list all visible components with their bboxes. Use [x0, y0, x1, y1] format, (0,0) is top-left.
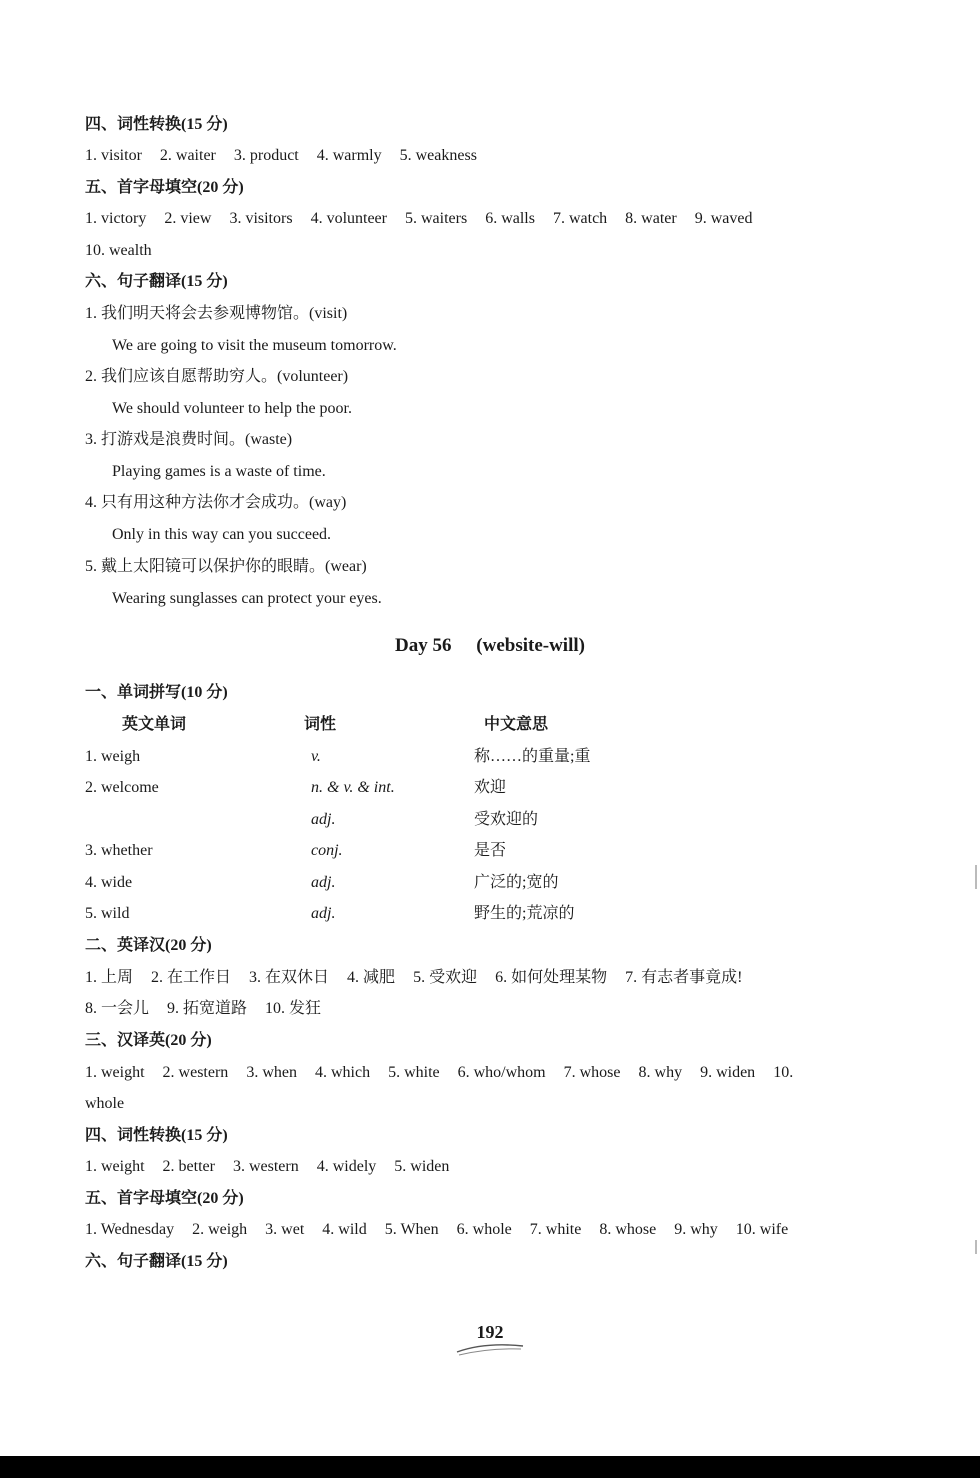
- table-header-chinese-meaning: 中文意思: [484, 716, 549, 733]
- table-cell-meaning: 称……的重量;重: [474, 748, 591, 765]
- answer-item: 9. 拓宽道路: [167, 1000, 248, 1017]
- table-cell-pos: n. & v. & int.: [311, 779, 395, 796]
- table-cell-word: 5. wild: [85, 905, 130, 922]
- translation-answer: Wearing sunglasses can protect your eyes.: [112, 590, 382, 607]
- answer-item: 1. weight: [85, 1064, 145, 1081]
- table-cell-meaning: 是否: [474, 842, 507, 859]
- answer-item: 7. white: [529, 1221, 582, 1238]
- translation-prompt: 3. 打游戏是浪费时间。(waste): [85, 431, 293, 448]
- answer-line: [85, 209, 766, 229]
- answer-line: [85, 968, 756, 988]
- answer-item: 1. victory: [85, 210, 147, 227]
- answer-line-continued: 10. wealth: [85, 242, 152, 259]
- section-heading-sentence-translation: 六、句子翻译(15 分): [85, 1253, 228, 1270]
- answer-item: 9. widen: [700, 1064, 756, 1081]
- answer-item: 6. whole: [456, 1221, 512, 1238]
- answer-item: 5. When: [384, 1221, 439, 1238]
- answer-item: 8. 一会儿: [85, 1000, 150, 1017]
- day-label: Day 56: [395, 635, 452, 656]
- table-cell-word: 3. whether: [85, 842, 153, 859]
- section-heading-en-to-zh: 二、英译汉(20 分): [85, 937, 212, 954]
- answer-item: 5. white: [388, 1064, 440, 1081]
- answer-item: 6. who/whom: [457, 1064, 546, 1081]
- answer-item: 5. waiters: [404, 210, 468, 227]
- answer-item: 7. 有志者事竟成!: [625, 969, 743, 986]
- answer-item: 1. Wednesday: [85, 1221, 175, 1238]
- answer-item: 4. 减肥: [347, 969, 396, 986]
- section-heading-word-conversion: 四、词性转换(15 分): [85, 1127, 228, 1144]
- translation-answer: We should volunteer to help the poor.: [112, 400, 352, 417]
- page-number-swoosh-icon: [455, 1340, 525, 1358]
- section-heading-sentence-translation: 六、句子翻译(15 分): [85, 273, 228, 290]
- answer-item: 2. waiter: [159, 147, 216, 164]
- answer-item: 4. which: [314, 1064, 371, 1081]
- scan-edge-mark: [975, 865, 977, 889]
- table-cell-word: 1. weigh: [85, 748, 141, 765]
- answer-item: 3. wet: [265, 1221, 305, 1238]
- answer-line-continued: whole: [85, 1095, 125, 1112]
- table-cell-pos: conj.: [311, 842, 343, 859]
- translation-prompt: 2. 我们应该自愿帮助穷人。(volunteer): [85, 368, 349, 385]
- table-cell-pos: adj.: [311, 874, 336, 891]
- answer-item: 10. wife: [735, 1221, 789, 1238]
- answer-line: [85, 1157, 463, 1177]
- answer-item: 8. why: [638, 1064, 683, 1081]
- answer-item: 2. weigh: [192, 1221, 248, 1238]
- translation-prompt: 4. 只有用这种方法你才会成功。(way): [85, 494, 347, 511]
- table-cell-meaning: 广泛的;宽的: [474, 874, 559, 891]
- answer-line: [85, 1063, 807, 1083]
- answer-item: 3. visitors: [229, 210, 293, 227]
- answer-item: 5. weakness: [399, 147, 477, 164]
- table-cell-word: 2. welcome: [85, 779, 159, 796]
- answer-item: 2. view: [164, 210, 212, 227]
- table-cell-word: 4. wide: [85, 874, 133, 891]
- table-header-english-word: 英文单词: [122, 716, 187, 733]
- answer-item: 1. weight: [85, 1158, 145, 1175]
- section-heading-initial-fill: 五、首字母填空(20 分): [85, 1190, 244, 1207]
- translation-prompt: 5. 戴上太阳镜可以保护你的眼睛。(wear): [85, 558, 367, 575]
- table-cell-meaning: 欢迎: [474, 779, 507, 796]
- answer-item: 3. product: [233, 147, 299, 164]
- answer-item: 2. 在工作日: [151, 969, 232, 986]
- answer-item: 5. widen: [394, 1158, 450, 1175]
- table-cell-pos: adj.: [311, 811, 336, 828]
- answer-line: [85, 1220, 802, 1240]
- answer-item: 3. 在双休日: [249, 969, 330, 986]
- answer-item: 4. volunteer: [310, 210, 387, 227]
- answer-item: 4. wild: [322, 1221, 367, 1238]
- section-heading-zh-to-en: 三、汉译英(20 分): [85, 1032, 212, 1049]
- day-title: [0, 634, 980, 658]
- translation-answer: We are going to visit the museum tomorrow.: [112, 337, 397, 354]
- answer-item: 10. 发狂: [265, 1000, 322, 1017]
- translation-answer: Only in this way can you succeed.: [112, 526, 332, 543]
- answer-item: 3. when: [246, 1064, 297, 1081]
- answer-item: 2. western: [162, 1064, 229, 1081]
- answer-line: [85, 146, 491, 166]
- answer-item: 8. water: [625, 210, 677, 227]
- answer-item: 2. better: [162, 1158, 215, 1175]
- answer-item: 6. walls: [485, 210, 535, 227]
- answer-item: 4. warmly: [316, 147, 382, 164]
- translation-answer: Playing games is a waste of time.: [112, 463, 326, 480]
- table-cell-pos: adj.: [311, 905, 336, 922]
- answer-item: 1. visitor: [85, 147, 142, 164]
- section-heading-initial-fill: 五、首字母填空(20 分): [85, 179, 244, 196]
- answer-item: 4. widely: [316, 1158, 377, 1175]
- table-header-part-of-speech: 词性: [304, 716, 337, 733]
- answer-item: 9. why: [674, 1221, 718, 1238]
- answer-item: 1. 上周: [85, 969, 134, 986]
- table-cell-meaning: 野生的;荒凉的: [474, 905, 575, 922]
- scan-bottom-border: [0, 1456, 980, 1478]
- answer-line: [85, 999, 335, 1019]
- translation-prompt: 1. 我们明天将会去参观博物馆。(visit): [85, 305, 348, 322]
- answer-item: 6. 如何处理某物: [495, 969, 608, 986]
- answer-item: 5. 受欢迎: [413, 969, 478, 986]
- section-heading-spelling: 一、单词拼写(10 分): [85, 684, 228, 701]
- table-cell-pos: v.: [311, 748, 321, 765]
- answer-item: 8. whose: [599, 1221, 657, 1238]
- day-range: (website-will): [476, 635, 585, 656]
- table-cell-meaning: 受欢迎的: [474, 811, 539, 828]
- answer-item: 10.: [773, 1064, 794, 1081]
- answer-item: 7. whose: [563, 1064, 621, 1081]
- scan-edge-mark: [975, 1240, 977, 1254]
- answer-item: 3. western: [232, 1158, 299, 1175]
- answer-item: 7. watch: [552, 210, 608, 227]
- answer-item: 9. waved: [694, 210, 753, 227]
- section-heading-word-conversion: 四、词性转换(15 分): [85, 116, 228, 133]
- page-number: 192: [476, 1322, 504, 1342]
